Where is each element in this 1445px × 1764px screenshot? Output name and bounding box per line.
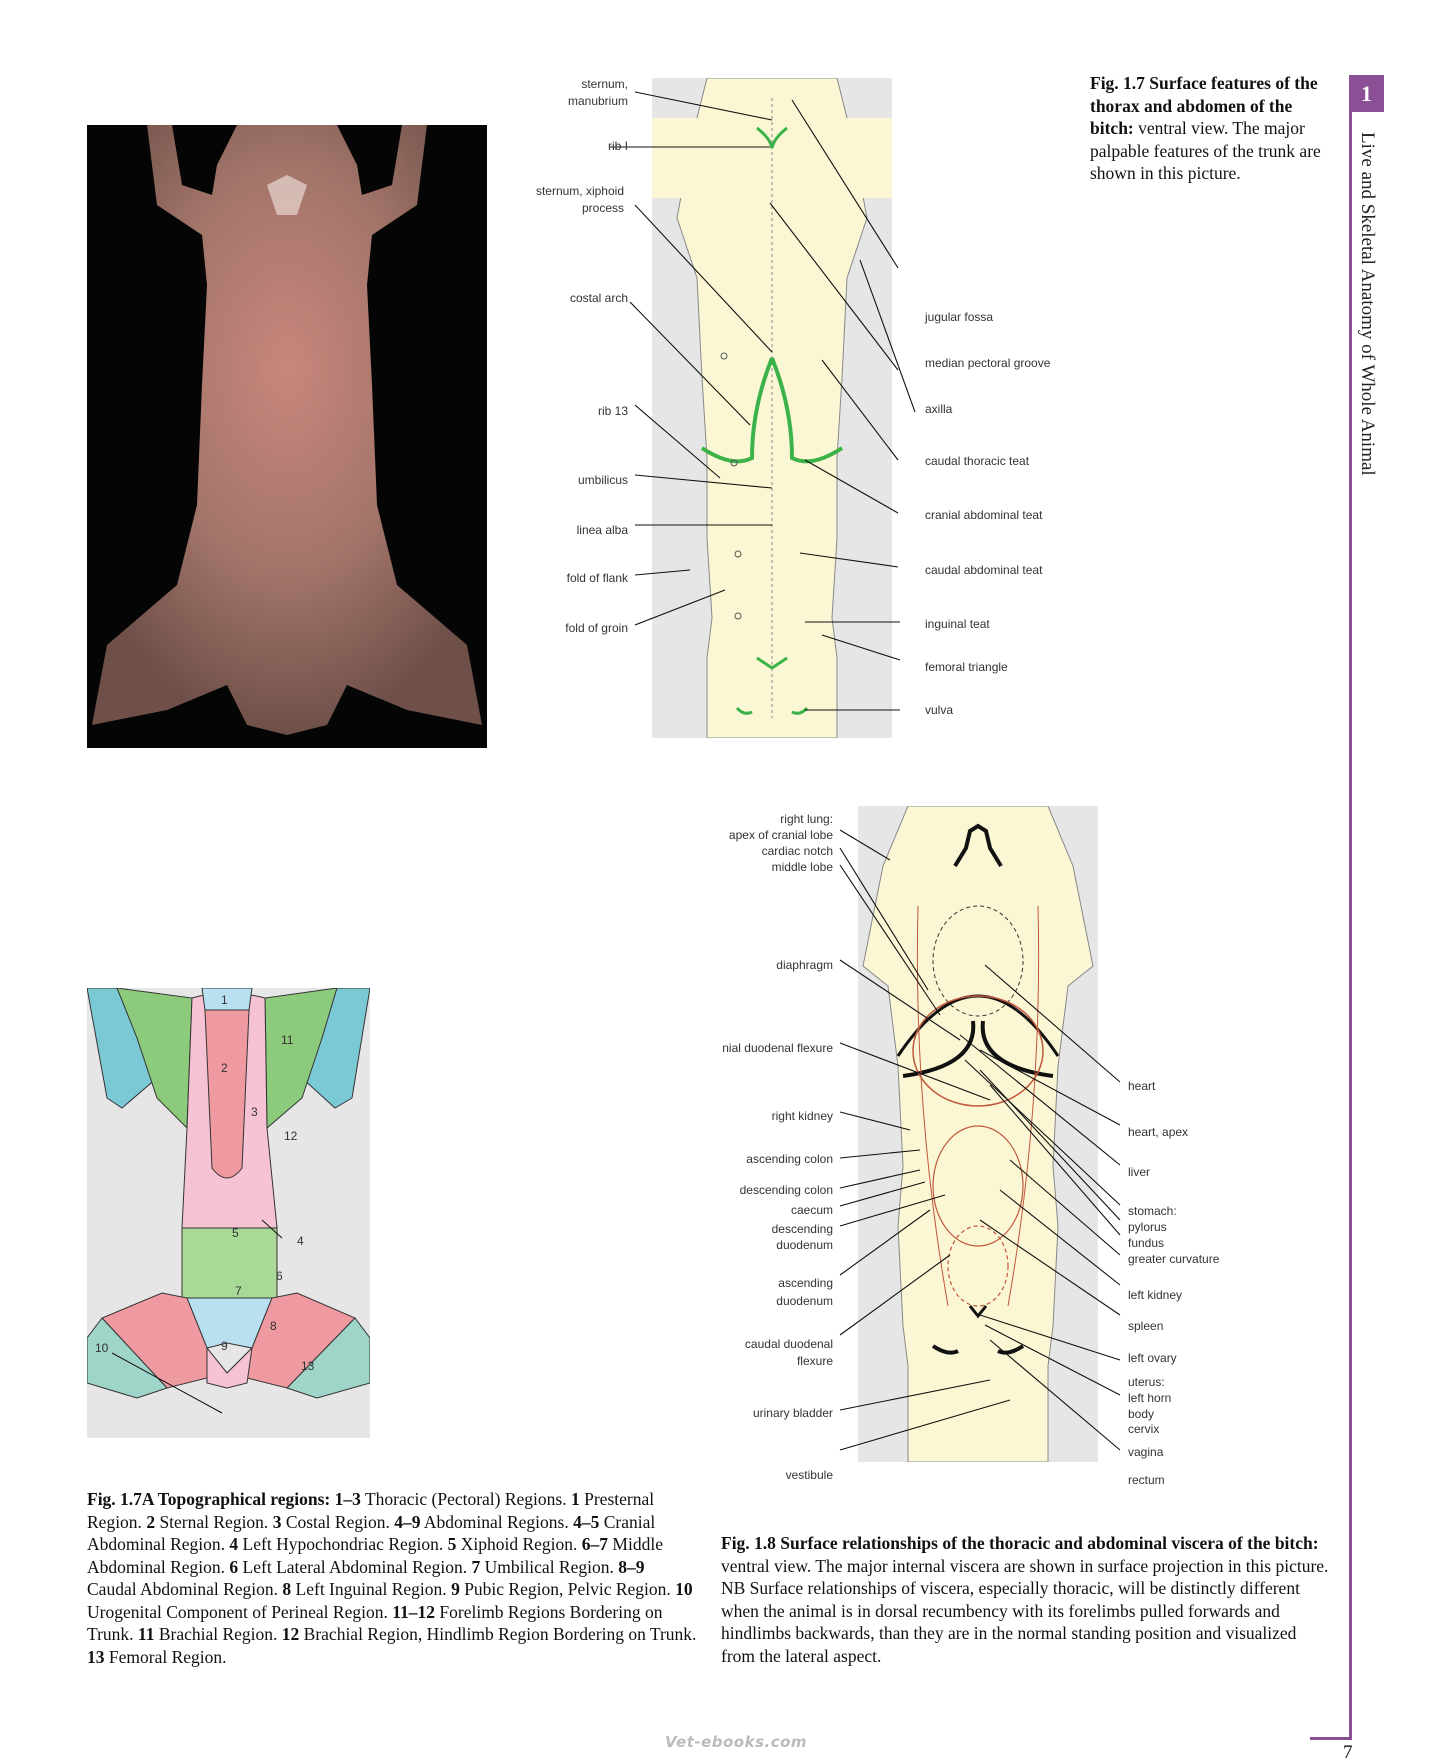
label-body: body	[1128, 1407, 1155, 1421]
label-right-kidney: right kidney	[771, 1109, 833, 1123]
running-head-text: Live and Skeletal Anatomy of Whole Animal	[1357, 132, 1378, 476]
fig-1-8-caption-text: ventral view. The major internal viscera are shown in surface projection in this picture. NB Surface relationships of viscera, especially thoracic, will be distinctly different when the animal is in dorsal recumbency with its forelimbs pulled forwards and hindlimbs backwards, than they are in the normal standing position and visualized from the lateral aspect.	[721, 1555, 1329, 1666]
fig-1-7-caption-text: ventral view. The major palpable features of the trunk are shown in this picture.	[1090, 118, 1321, 183]
fig-1-7a-caption-segment: Left Lateral Abdominal Region.	[238, 1556, 472, 1577]
label-urinary-bladder: urinary bladder	[752, 1406, 833, 1420]
region-number-12: 12	[284, 1129, 298, 1143]
fig-1-7a-caption-number: 10	[675, 1579, 693, 1599]
label-rib-13: rib 13	[597, 404, 628, 418]
region-number-5: 5	[232, 1226, 239, 1240]
fig-1-7a-caption-number: 13	[87, 1646, 105, 1667]
fig-1-7a-caption-number: 7	[471, 1556, 481, 1577]
label-spleen: spleen	[1128, 1319, 1164, 1333]
label-caecum: caecum	[790, 1203, 833, 1217]
label-descending-colon: descending colon	[739, 1183, 833, 1197]
fig-1-7a-caption-segment: Costal Region.	[281, 1511, 395, 1532]
label-median-pectoral-groove: median pectoral groove	[925, 356, 1051, 370]
label-middle-lobe: middle lobe	[771, 860, 833, 874]
fig-1-7a-caption-number: 12	[281, 1624, 300, 1644]
label-ascending-colon: ascending colon	[746, 1152, 833, 1166]
fig-1-7a-caption	[87, 1488, 697, 1668]
fig-1-7a-caption-number: 1	[571, 1489, 580, 1509]
fig-1-7a-caption-segment: Middle Abdominal Region.	[87, 1534, 663, 1577]
label-fold-of-flank: fold of flank	[566, 571, 628, 585]
fig-1-7a-caption-segment: Presternal Region.	[87, 1489, 655, 1532]
fig-1-7a-caption-segment: Urogenital Component of Perineal Region.	[87, 1601, 393, 1622]
fig-1-7-caption	[1090, 72, 1326, 185]
fig-1-7a-caption-number: 6	[229, 1556, 239, 1577]
fig-1-7a-caption-segment: Xiphoid Region.	[456, 1534, 582, 1554]
fig-1-7a-caption-number: 4–9	[394, 1511, 421, 1532]
label-femoral-triangle: femoral triangle	[925, 660, 1008, 674]
label-manubrium: manubrium	[567, 94, 628, 108]
label-liver: liver	[1128, 1165, 1151, 1179]
fig-1-7a-caption-segment: Femoral Region.	[104, 1646, 227, 1667]
label-fundus: fundus	[1128, 1236, 1165, 1250]
region-number-10: 10	[95, 1341, 109, 1355]
label-right-lung: right lung:	[780, 812, 833, 826]
fig-1-7a-caption-number: 11–12	[392, 1601, 436, 1622]
label-process: process	[581, 201, 624, 215]
chapter-badge: 1	[1349, 75, 1384, 112]
fig-1-7a-caption-segment: Left Inguinal Region.	[291, 1579, 452, 1599]
region-number-9: 9	[221, 1339, 228, 1353]
region-number-11: 11	[281, 1033, 294, 1047]
fig-1-7a-caption-number: 8	[282, 1579, 292, 1599]
label-diaphragm: diaphragm	[776, 958, 833, 972]
label-heart: heart	[1128, 1079, 1156, 1093]
fig-1-7a-caption-number: 4–5	[573, 1511, 600, 1532]
fig-1-7a-caption-segment: Thoracic (Pectoral) Regions.	[360, 1489, 571, 1509]
fig-1-7a-caption-number: 6–7	[581, 1534, 609, 1554]
fig-1-7a-caption-segment: Caudal Abdominal Region.	[87, 1579, 283, 1599]
label-cardiac-notch: cardiac notch	[761, 844, 833, 858]
fig-1-7a-caption-segment: Left Hypochondriac Region.	[238, 1534, 448, 1554]
label-rectum: rectum	[1128, 1473, 1165, 1487]
label-stomach: stomach:	[1128, 1204, 1177, 1218]
label-descending: descending	[771, 1222, 833, 1236]
label-left-kidney: left kidney	[1128, 1288, 1183, 1302]
running-head	[1350, 132, 1390, 552]
fig-1-7a-caption-number: 4	[229, 1534, 239, 1554]
dog-photograph	[87, 125, 487, 748]
fig-1-7a-caption-title: Fig. 1.7A Topographical regions: 1–3	[87, 1489, 361, 1509]
label-apex-cranial-lobe: apex of cranial lobe	[728, 828, 833, 842]
label-uterus: uterus:	[1128, 1375, 1165, 1389]
fig-1-7a-caption-segment: Cranial Abdominal Region.	[87, 1511, 656, 1554]
region-number-3: 3	[251, 1105, 258, 1119]
label-vagina: vagina	[1128, 1445, 1164, 1459]
label-sternum-xiphoid: sternum, xiphoid	[535, 184, 624, 198]
fig-1-7a-caption-number: 2	[146, 1511, 156, 1532]
region-number-7: 7	[235, 1284, 242, 1298]
fig-1-7a-caption-number: 11	[137, 1624, 155, 1644]
label-duodenum-1: duodenum	[776, 1238, 833, 1252]
label-caudal-abdominal-teat: caudal abdominal teat	[925, 563, 1043, 577]
label-duodenum-2: duodenum	[776, 1294, 833, 1308]
label-caudal-duodenal: caudal duodenal	[744, 1337, 833, 1351]
fig-1-7a-caption-segment: Brachial Region, Hindlimb Region Bordering on Trunk.	[299, 1624, 697, 1644]
region-number-1: 1	[221, 993, 228, 1007]
region-number-2: 2	[221, 1061, 228, 1075]
label-axilla: axilla	[925, 402, 953, 416]
region-number-8: 8	[270, 1319, 277, 1333]
page-number: 7	[1343, 1742, 1353, 1763]
fig-1-7a-caption-segment: Forelimb Regions Bordering on Trunk.	[87, 1601, 663, 1644]
fig-1-7a-caption-segment: Sternal Region.	[155, 1511, 273, 1532]
watermark: Vet-ebooks.com	[665, 1733, 808, 1751]
label-pylorus: pylorus	[1128, 1220, 1167, 1234]
label-fold-of-groin: fold of groin	[565, 621, 628, 635]
fig-1-7a-caption-segment: Brachial Region.	[154, 1624, 282, 1644]
label-sternum: sternum,	[581, 77, 628, 91]
label-inguinal-teat: inguinal teat	[925, 617, 990, 631]
label-cranial-abdominal-teat: cranial abdominal teat	[925, 508, 1043, 522]
label-greater-curvature: greater curvature	[1128, 1252, 1220, 1266]
label-rib-1: rib I	[607, 139, 628, 153]
fig-1-7a-caption-segment: Pubic Region, Pelvic Region.	[459, 1579, 676, 1599]
topographical-regions-diagram	[87, 988, 370, 1438]
label-caudal-thoracic-teat: caudal thoracic teat	[925, 454, 1030, 468]
label-costal-arch: costal arch	[569, 291, 628, 305]
label-flexure: flexure	[796, 1354, 833, 1368]
fig-1-7-caption-title: Fig. 1.7 Surface features of the thorax and abdomen of the bitch:	[1090, 73, 1318, 138]
fig-1-8-caption-title: Fig. 1.8 Surface relationships of the thoracic and abdominal viscera of the bitch:	[721, 1533, 1319, 1553]
label-ascending: ascending	[778, 1276, 833, 1290]
fig-1-7a-caption-number: 8–9	[618, 1556, 645, 1577]
label-left-horn: left horn	[1128, 1391, 1172, 1405]
label-left-ovary: left ovary	[1128, 1351, 1177, 1365]
region-number-4: 4	[297, 1234, 304, 1248]
fig-1-7a-caption-number: 9	[451, 1579, 460, 1599]
label-cervix: cervix	[1128, 1422, 1160, 1436]
label-heart-apex: heart, apex	[1128, 1125, 1189, 1139]
region-number-13: 13	[301, 1359, 315, 1373]
fig-1-7a-caption-segment: Abdominal Regions.	[420, 1511, 574, 1532]
label-cranial-duodenal-flexure: nial duodenal flexure	[722, 1041, 833, 1055]
fig-1-7a-caption-number: 5	[447, 1534, 457, 1554]
footer-rule	[1310, 1737, 1352, 1740]
label-linea-alba: linea alba	[576, 523, 628, 537]
label-jugular-fossa: jugular fossa	[925, 310, 994, 324]
label-vestibule: vestibule	[785, 1468, 833, 1482]
fig-1-7a-caption-segment: Umbilical Region.	[480, 1556, 619, 1577]
surface-features-leaders	[560, 70, 1060, 750]
fig-1-7a-caption-number: 3	[272, 1511, 282, 1532]
region-number-6: 6	[276, 1269, 283, 1283]
fig-1-8-caption	[721, 1532, 1331, 1667]
label-umbilicus: umbilicus	[577, 473, 628, 487]
label-vulva: vulva	[925, 703, 954, 717]
